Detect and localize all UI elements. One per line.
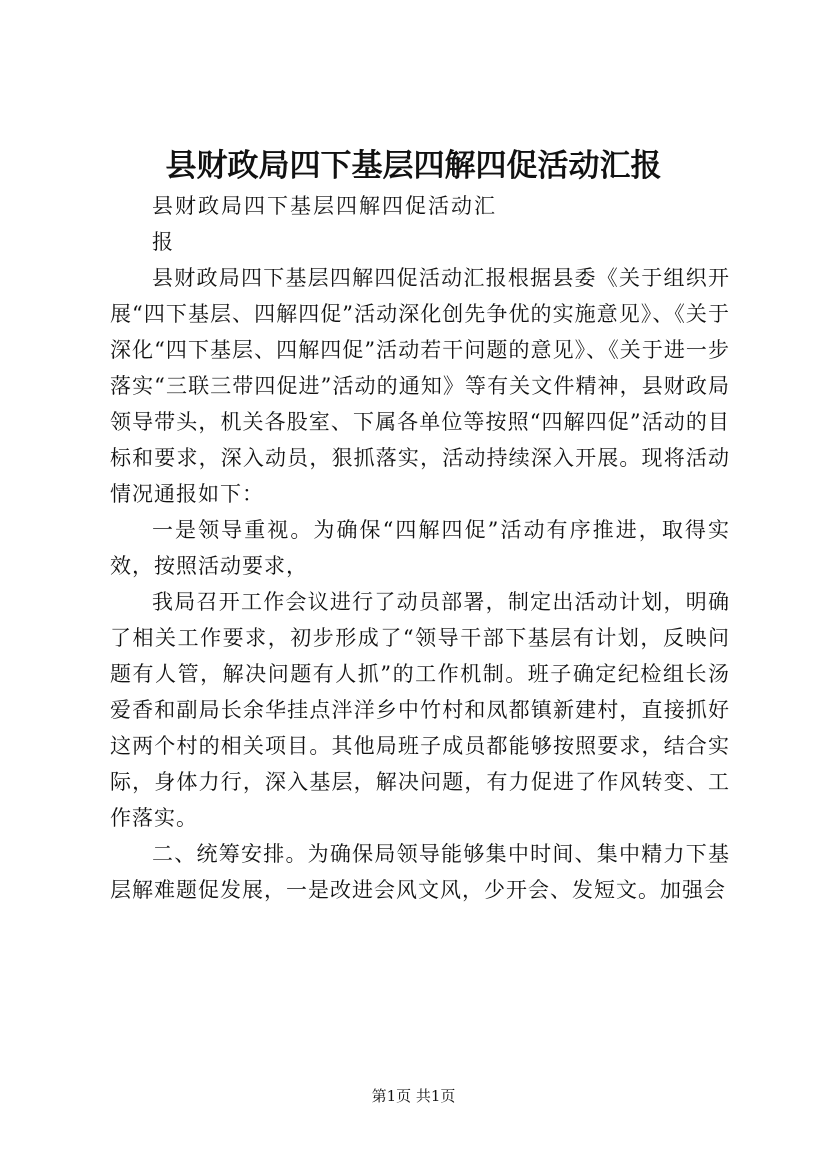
- paragraph-leadership: 一是领导重视。为确保“四解四促”活动有序推进，取得实效，按照活动要求，: [110, 518, 730, 578]
- page-footer: 第1页 共1页: [371, 1087, 456, 1105]
- subtitle-line-1: 县财政局四下基层四解四促活动汇: [152, 194, 497, 218]
- paragraph-intro: 县财政局四下基层四解四促活动汇报根据县委《关于组织开展“四下基层、四解四促”活动深化创先争优的实施意见》、《关于深化“四下基层、四解四促”活动若干问题的意见》、《关于进一步落实“三联三带四促进”活动的通知》等有关文件精神，县财政局领导带头，机关各股室、下属各单位等按照“四解四促”活动的目标和要求，深入动员，狠抓落实，活动持续深入开展。现将活动情况通报如下：: [110, 266, 730, 506]
- paragraph-planning: 二、统筹安排。为确保局领导能够集中时间、集中精力下基层解难题促发展，一是改进会风文风，少开会、发短文。加强会: [110, 842, 730, 902]
- document-body: [110, 188, 730, 908]
- paragraph-meeting: 我局召开工作会议进行了动员部署，制定出活动计划，明确了相关工作要求，初步形成了“领导干部下基层有计划，反映问题有人管，解决问题有人抓”的工作机制。班子确定纪检组长汤爱香和副局长余华挂点泮洋乡中竹村和凤都镇新建村，直接抓好这两个村的相关项目。其他局班子成员都能够按照要求，结合实际，身体力行，深入基层，解决问题，有力促进了作风转变、工作落实。: [110, 590, 730, 830]
- subtitle-line-2: 报: [152, 230, 175, 254]
- document-title: 县财政局四下基层四解四促活动汇报: [165, 148, 662, 184]
